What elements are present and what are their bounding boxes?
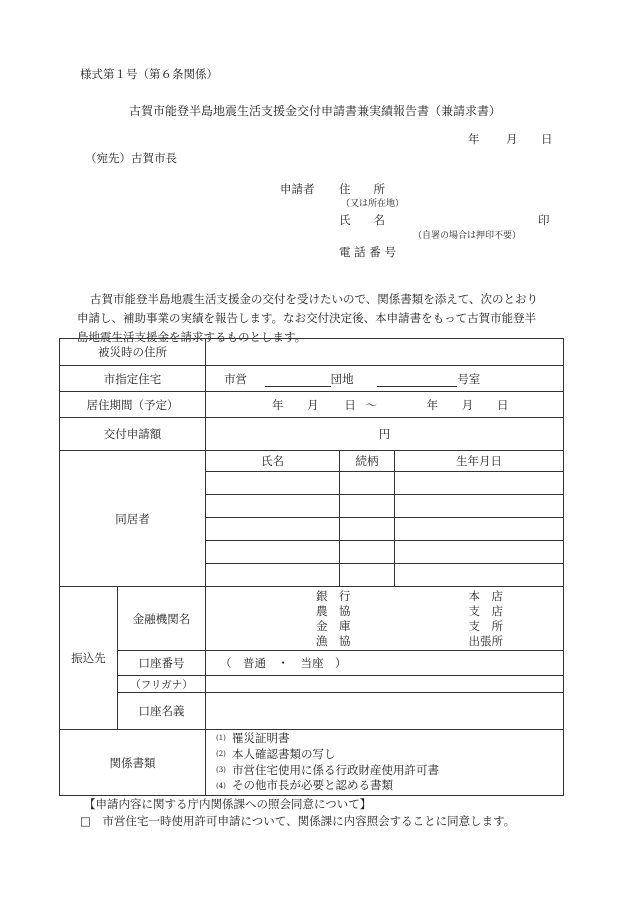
bank-name-label: 金融機関名 <box>118 587 206 651</box>
address-note: （又は所在地） <box>341 199 405 209</box>
bank-type-line <box>316 589 563 604</box>
doc-number: (1) <box>216 734 226 743</box>
consent-checkbox[interactable]: □ <box>80 814 91 828</box>
cohabitant-relation-cell[interactable] <box>340 564 395 587</box>
related-docs-label: 関係書類 <box>60 730 206 796</box>
disaster-address-field[interactable] <box>206 339 564 366</box>
applicant-label: 申請者 <box>280 182 315 196</box>
seal-mark: 印 <box>538 213 550 227</box>
col-birth-header: 生年月日 <box>395 451 564 472</box>
cohabitant-birth-cell[interactable] <box>395 541 564 564</box>
intro-line: 島地震生活支援金を請求するものとします。 <box>77 330 307 344</box>
consent-line <box>80 813 515 829</box>
cohabitant-name-cell[interactable] <box>206 518 340 541</box>
date-month: 月 <box>506 132 518 146</box>
bank-type: 金 庫 <box>316 618 351 633</box>
related-docs-list <box>206 730 564 796</box>
cohabitant-name-cell[interactable] <box>206 564 340 587</box>
col-relation-header: 続柄 <box>340 451 395 472</box>
bank-type-line <box>316 604 563 619</box>
danchi-text: 団地 <box>330 371 354 386</box>
period-tilde: ～ <box>365 397 377 412</box>
furigana-field[interactable] <box>206 676 564 693</box>
doc-item <box>216 778 563 794</box>
doc-text: その他市長が必要と認める書類 <box>232 778 393 793</box>
bank-type: 銀 行 <box>316 588 351 603</box>
date-year: 年 <box>468 132 480 146</box>
furigana-label: （フリガナ） <box>118 676 206 693</box>
cohabitant-birth-cell[interactable] <box>395 564 564 587</box>
cohabitant-relation-cell[interactable] <box>340 518 395 541</box>
residence-period-label: 居住期間（予定） <box>60 392 206 418</box>
account-name-field[interactable] <box>206 693 564 730</box>
designated-housing-field[interactable] <box>206 366 564 392</box>
cohabitants-label: 同居者 <box>60 451 206 587</box>
branch-type: 支 店 <box>468 603 504 618</box>
seal-note: （自署の場合は押印不要） <box>413 231 522 241</box>
form-title: 古賀市能登半島地震生活支援金交付申請書兼実績報告書（兼請求書） <box>128 104 501 118</box>
period-start-month: 月 <box>307 397 319 412</box>
doc-item <box>216 763 563 779</box>
yen-unit: 円 <box>378 427 391 441</box>
col-name-header: 氏名 <box>206 451 340 472</box>
doc-number: (2) <box>216 750 226 758</box>
period-end-day: 日 <box>496 397 509 412</box>
doc-text: 市営住宅使用に係る行政財産使用許可書 <box>232 762 439 777</box>
residence-period-field[interactable] <box>206 392 564 418</box>
room-blank[interactable] <box>377 374 457 387</box>
designated-housing-label: 市指定住宅 <box>60 366 206 392</box>
bank-type-line <box>316 619 563 634</box>
cohabitant-relation-cell[interactable] <box>340 541 395 564</box>
doc-text: 本人確認書類の写し <box>232 746 336 761</box>
consent-heading: 【申請内容に関する庁内関係課への照会同意について】 <box>84 797 372 811</box>
cohabitant-birth-cell[interactable] <box>395 518 564 541</box>
disaster-address-label: 被災時の住所 <box>60 339 206 366</box>
period-end-month: 月 <box>461 397 474 412</box>
account-no-field[interactable] <box>206 651 564 676</box>
cohabitant-birth-cell[interactable] <box>395 472 564 495</box>
application-table <box>59 338 564 796</box>
account-type-choice[interactable]: （ 普通 ・ 当座 ） <box>220 656 347 670</box>
period-end-year: 年 <box>426 397 439 412</box>
doc-item <box>216 747 563 763</box>
period-start-day: 日 <box>344 397 356 412</box>
grant-amount-label: 交付申請額 <box>60 418 206 451</box>
doc-text: 罹災証明書 <box>232 731 290 745</box>
bank-type-line <box>316 634 563 649</box>
address-label: 住 所 <box>339 182 385 196</box>
transfer-label: 振込先 <box>60 587 118 730</box>
form-number: 様式第１号（第６条関係） <box>80 67 218 81</box>
period-start-year: 年 <box>272 397 284 412</box>
danchi-blank[interactable] <box>265 374 331 387</box>
cohabitant-birth-cell[interactable] <box>395 495 564 518</box>
intro-line: 申請し、補助事業の実績を報告します。なお交付決定後、本申請書をもって古賀市能登半 <box>77 311 537 325</box>
bank-name-field[interactable] <box>206 587 564 651</box>
cohabitant-name-cell[interactable] <box>206 495 340 518</box>
doc-item <box>216 731 563 747</box>
bank-type: 農 協 <box>316 603 351 618</box>
date-day: 日 <box>541 132 553 146</box>
branch-type: 出張所 <box>468 633 504 648</box>
phone-label: 電 話 番 号 <box>339 245 396 259</box>
addressee: （宛先）古賀市長 <box>85 151 177 165</box>
cohabitant-relation-cell[interactable] <box>340 495 395 518</box>
city-housing-text: 市営 <box>224 371 247 386</box>
consent-text: 市営住宅一時使用許可申請について、関係課に内容照会することに同意します。 <box>102 814 516 828</box>
doc-number: (3) <box>216 765 226 774</box>
bank-type: 漁 協 <box>316 633 351 648</box>
doc-number: (4) <box>216 781 226 790</box>
branch-type: 支 所 <box>468 618 504 633</box>
account-name-label: 口座名義 <box>118 693 206 730</box>
room-text: 号室 <box>457 371 481 386</box>
name-label: 氏 名 <box>339 213 385 227</box>
cohabitant-name-cell[interactable] <box>206 472 340 495</box>
grant-amount-field[interactable] <box>206 418 564 451</box>
cohabitant-relation-cell[interactable] <box>340 472 395 495</box>
intro-line: 古賀市能登半島地震生活支援金の交付を受けたいので、関係書類を添えて、次のとおり <box>90 292 539 306</box>
account-no-label: 口座番号 <box>118 651 206 676</box>
branch-type: 本 店 <box>468 588 504 603</box>
cohabitant-name-cell[interactable] <box>206 541 340 564</box>
